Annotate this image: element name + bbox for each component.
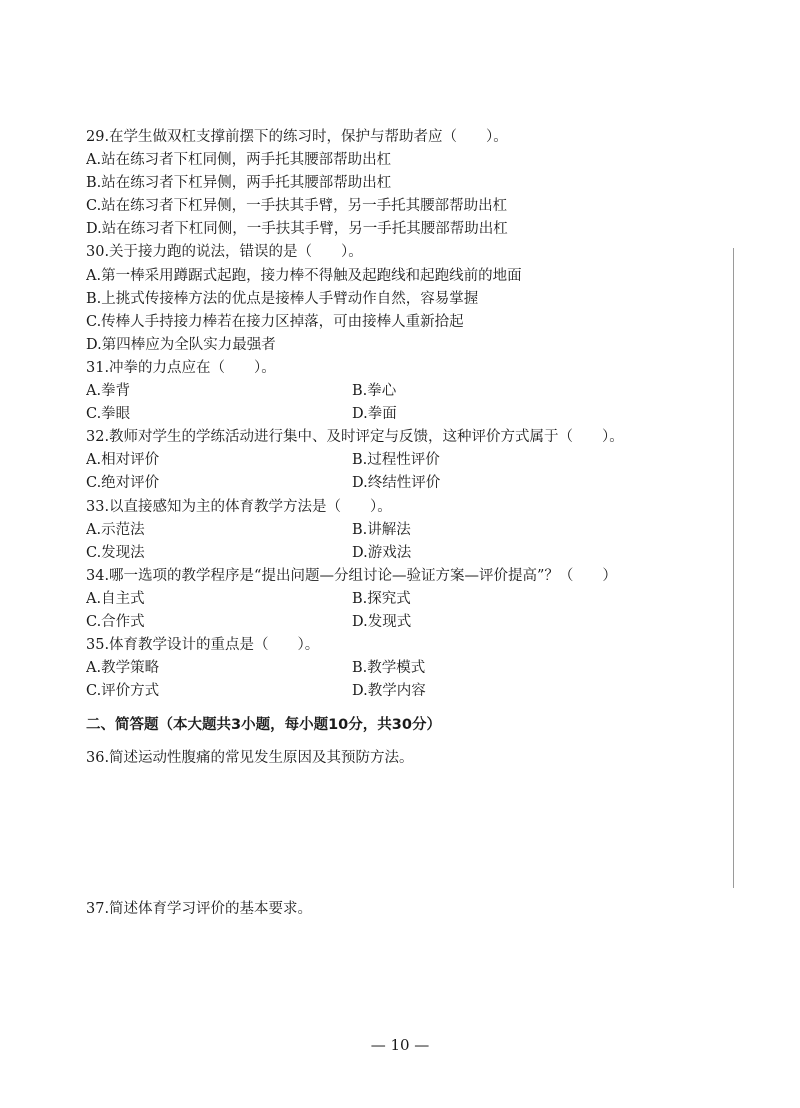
question-37-stem: 37.简述体育学习评价的基本要求。	[86, 901, 313, 917]
question-32-option-b: B.过程性评价	[352, 452, 440, 469]
question-35-options-row-1	[86, 657, 726, 680]
question-33-option-d: D.游戏法	[352, 544, 412, 561]
question-32-stem: 32.教师对学生的学练活动进行集中、及时评定与反馈，这种评价方式属于（ ）。	[86, 429, 624, 446]
question-33-option-c: C.发现法	[86, 544, 145, 561]
question-34-option-a: A.自主式	[86, 590, 145, 607]
question-34-options-row-1	[86, 588, 726, 611]
question-36-stem: 36.简述运动性腹痛的常见发生原因及其预防方法。	[86, 750, 414, 767]
question-29-option-b: B.站在练习者下杠异侧，两手托其腰部帮助出杠	[86, 175, 392, 192]
question-33-option-a: A.示范法	[86, 521, 145, 538]
question-29-stem: 29.在学生做双杠支撑前摆下的练习时，保护与帮助者应（ ）。	[86, 129, 508, 145]
question-34-options-row-2	[86, 611, 726, 634]
question-34-option-b: B.探究式	[352, 590, 411, 607]
question-33-option-b: B.讲解法	[352, 521, 411, 538]
question-30-option-a: A.第一棒采用蹲踞式起跑，接力棒不得触及起跑线和起跑线前的地面	[86, 267, 522, 284]
question-34-option-c: C.合作式	[86, 613, 145, 630]
question-32-options-row-2	[86, 472, 726, 495]
page-number: — 10 —	[370, 1036, 430, 1054]
section-2-heading: 二、简答题（本大题共3小题，每小题10分，共30分）	[86, 717, 441, 734]
question-33-stem: 33.以直接感知为主的体育教学方法是（ ）。	[86, 498, 392, 515]
question-31-options-row-2	[86, 403, 726, 426]
question-31-stem: 31.冲拳的力点应在（ ）。	[86, 359, 276, 376]
question-35-option-a: A.教学策略	[86, 660, 160, 677]
question-34-option-d: D.发现式	[352, 613, 412, 630]
question-35-options-row-2	[86, 680, 726, 703]
question-35-option-d: D.教学内容	[352, 683, 426, 700]
question-30-stem: 30.关于接力跑的说法，错误的是（ ）。	[86, 244, 363, 261]
question-29-option-a: A.站在练习者下杠同侧，两手托其腰部帮助出杠	[86, 152, 392, 169]
question-31-option-d: D.拳面	[352, 406, 397, 423]
question-30-option-b: B.上挑式传接棒方法的优点是接棒人手臂动作自然，容易掌握	[86, 290, 479, 307]
question-30-option-d: D.第四棒应为全队实力最强者	[86, 336, 276, 353]
question-33-options-row-1	[86, 519, 726, 542]
question-35-option-b: B.教学模式	[352, 660, 426, 677]
question-31-option-c: C.拳眼	[86, 406, 131, 423]
question-32-option-d: D.终结性评价	[352, 475, 441, 492]
question-32-options-row-1	[86, 449, 726, 472]
question-34-stem: 34.哪一选项的教学程序是“提出问题—分组讨论—验证方案—评价提高”？（ ）	[86, 567, 617, 584]
question-33-options-row-2	[86, 542, 726, 565]
question-29-option-c: C.站在练习者下杠异侧，一手扶其手臂，另一手托其腰部帮助出杠	[86, 198, 508, 215]
question-32-option-a: A.相对评价	[86, 452, 160, 469]
question-29-option-d: D.站在练习者下杠同侧，一手扶其手臂，另一手托其腰部帮助出杠	[86, 221, 508, 238]
scan-border-line	[733, 248, 734, 888]
question-35-stem: 35.体育教学设计的重点是（ ）。	[86, 637, 320, 654]
question-31-options-row-1	[86, 380, 726, 403]
question-30-option-c: C.传棒人手持接力棒若在接力区掉落，可由接棒人重新拾起	[86, 313, 464, 330]
question-35-option-c: C.评价方式	[86, 683, 160, 700]
question-31-option-a: A.拳背	[86, 383, 131, 400]
question-list	[86, 126, 726, 770]
question-31-option-b: B.拳心	[352, 383, 397, 400]
question-32-option-c: C.绝对评价	[86, 475, 160, 492]
